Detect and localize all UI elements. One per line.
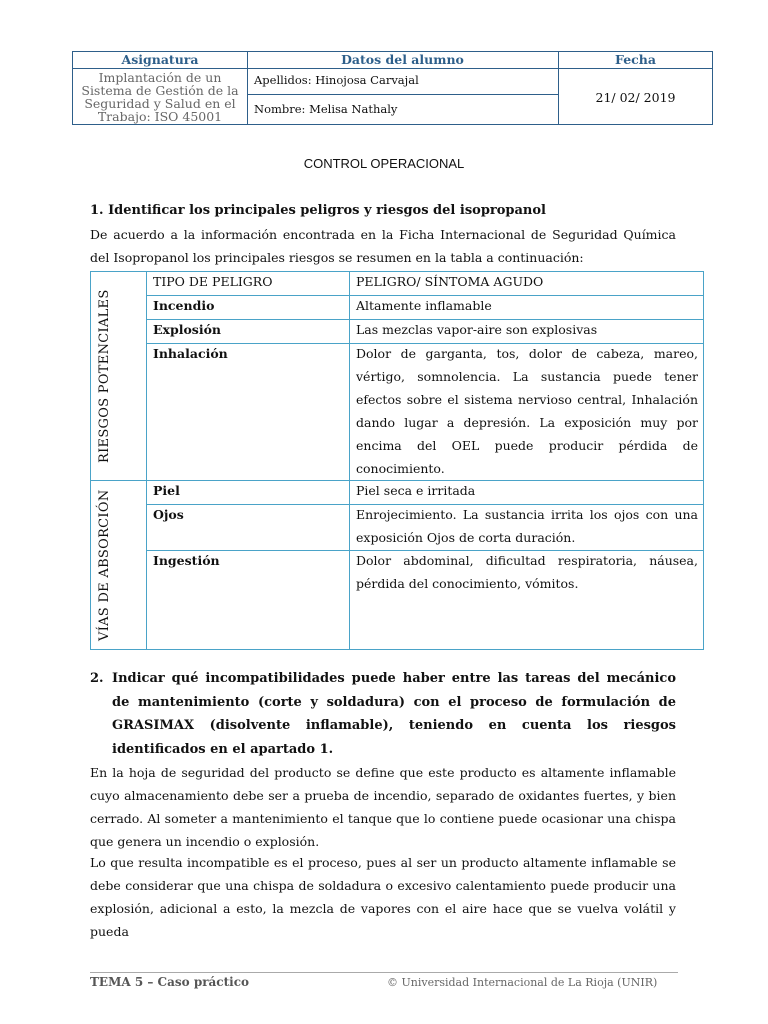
section2-paragraph: Lo que resulta incompatible es el proceso, pues al ser un producto altamente inflamable se debe considerar que una chispa de soldadura o excesivo calentamiento puede producir una explosión, adicional a esto, la mezcla de vapores con el aire hace que se vuelva volátil y pueda bbox=[90, 855, 676, 939]
divider bbox=[247, 52, 248, 124]
group-label-riesgos: RIESGOS POTENCIALES bbox=[97, 289, 112, 463]
name-value: Nombre: Melisa Nathaly bbox=[254, 102, 398, 116]
header-student-label: Datos del alumno bbox=[341, 52, 464, 67]
row-desc: Dolor de garganta, tos, dolor de cabeza, mareo, vértigo, somnolencia. La sustancia puede tener efectos sobre el sistema nervioso central, Inhalación dando lugar a depresión. La exposición muy por encima del OEL puede producir pérdida de conocimiento. bbox=[356, 346, 698, 476]
group-label-vias: VÍAS DE ABSORCIÓN bbox=[97, 489, 112, 641]
row-type: Ingestión bbox=[153, 553, 220, 568]
subject-value: Implantación de un Sistema de Gestión de la Seguridad y Salud en el Trabajo: ISO 45001 bbox=[81, 70, 239, 124]
page-title: CONTROL OPERACIONAL bbox=[303, 156, 465, 171]
col-header-hazard: PELIGRO/ SÍNTOMA AGUDO bbox=[356, 274, 544, 289]
row-desc: Piel seca e irritada bbox=[356, 483, 476, 498]
row-desc: Las mezclas vapor-aire son explosivas bbox=[356, 322, 598, 337]
section2-heading: Indicar qué incompatibilidades puede haber entre las tareas del mecánico de mantenimiento (corte y soldadura) con el proceso de formulación de GRASIMAX (disolvente inflamable), teniendo en cuenta los riesgos identificados en el apartado 1. bbox=[112, 671, 676, 757]
header-subject-label: Asignatura bbox=[121, 52, 199, 67]
header-date-label: Fecha bbox=[615, 52, 656, 67]
header-row bbox=[73, 52, 712, 69]
footer-divider bbox=[90, 972, 678, 973]
divider bbox=[247, 94, 558, 95]
section2-number: 2. bbox=[90, 671, 104, 686]
surnames-value: Apellidos: Hinojosa Carvajal bbox=[254, 73, 419, 87]
section2-paragraph: En la hoja de seguridad del producto se define que este producto es altamente inflamable cuyo almacenamiento debe ser a prueba de incendio, separado de oxidantes fuertes, y bien cerrado. Al someter a mantenimiento el tanque que lo contiene puede ocasionar una chispa que genera un incendio o explosión. bbox=[90, 765, 676, 849]
row-desc: Enrojecimiento. La sustancia irrita los ojos con una exposición Ojos de corta duración. bbox=[356, 507, 698, 545]
row-type: Explosión bbox=[153, 322, 222, 337]
row-type: Piel bbox=[153, 483, 180, 498]
row-type: Inhalación bbox=[153, 346, 228, 361]
row-type: Incendio bbox=[153, 298, 215, 313]
section1-heading: 1. Identificar los principales peligros y riesgos del isopropanol bbox=[90, 203, 546, 218]
row-type: Ojos bbox=[153, 507, 184, 522]
risk-table bbox=[90, 271, 704, 650]
header-table bbox=[72, 51, 713, 125]
row-desc: Dolor abdominal, dificultad respiratoria, náusea, pérdida del conocimiento, vómitos. bbox=[356, 553, 698, 591]
date-value: 21/ 02/ 2019 bbox=[595, 89, 676, 105]
divider bbox=[349, 272, 350, 649]
col-header-type: TIPO DE PELIGRO bbox=[153, 274, 273, 289]
divider bbox=[146, 272, 147, 649]
section1-intro: De acuerdo a la información encontrada en la Ficha Internacional de Seguridad Química del Isopropanol los principales riesgos se resumen en la tabla a continuación: bbox=[90, 227, 676, 265]
footer-copyright: © Universidad Internacional de La Rioja (UNIR) bbox=[387, 976, 658, 989]
footer-topic: TEMA 5 – Caso práctico bbox=[90, 975, 250, 989]
row-desc: Altamente inflamable bbox=[356, 298, 492, 313]
